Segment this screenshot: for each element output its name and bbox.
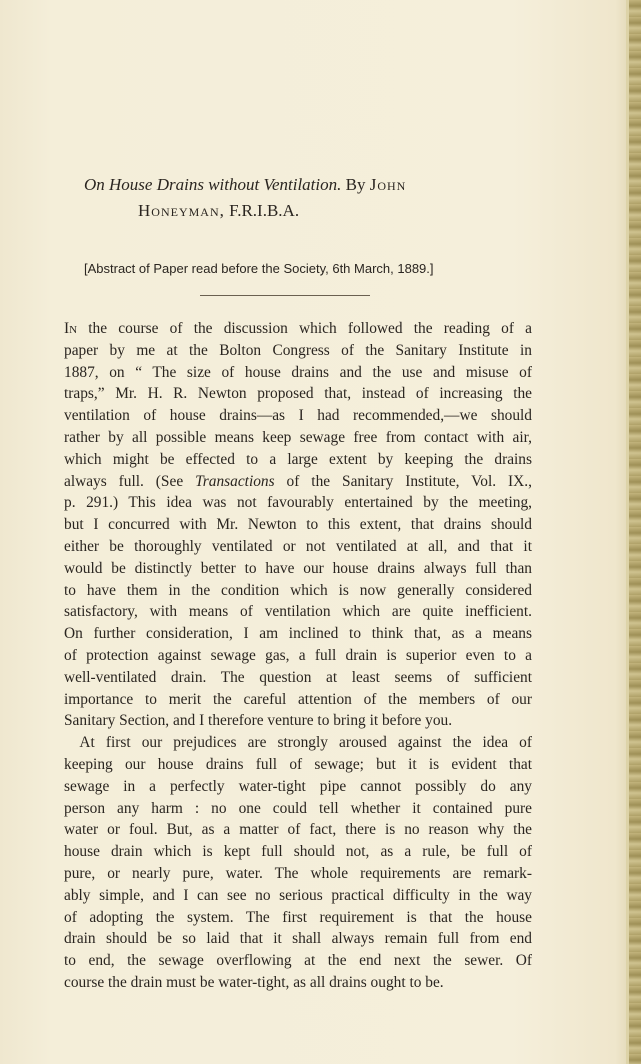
body-line: satisfactory, with means of ventilation which are quite inefficient. xyxy=(64,603,532,621)
body-line: rather by all possible means keep sewage free from contact with air, xyxy=(64,428,532,446)
body-line: of adopting the system. The first requirement is that the house xyxy=(64,908,532,926)
body-line: ably simple, and I can see no serious practical difficulty in the way xyxy=(64,886,532,904)
book-binding xyxy=(629,0,641,1064)
body-line: 1887, on “ The size of house drains and the use and misuse of xyxy=(64,363,532,381)
title-prefix: On xyxy=(84,175,105,194)
body-line: would be distinctly better to have our house drains always full than xyxy=(64,559,532,577)
body-line: course the drain must be water-tight, as all drains ought to be. xyxy=(64,973,444,991)
body-line-text: of the Sanitary Institute, Vol. IX., xyxy=(274,472,532,490)
article-body xyxy=(64,318,532,994)
body-line: On further consideration, I am inclined to think that, as a means xyxy=(64,625,532,643)
author-first-name: John xyxy=(369,175,407,194)
body-line: of protection against sewage gas, a full drain is superior even to a xyxy=(64,646,532,664)
title-line-1 xyxy=(84,172,554,198)
author-credentials: F.R.I.B.A. xyxy=(229,201,300,220)
article-title xyxy=(84,172,554,224)
author-last-name: Honeyman, xyxy=(138,201,225,220)
body-line: well-ventilated drain. The question at least seems of sufficient xyxy=(64,668,532,686)
body-line: pure, or nearly pure, water. The whole requirements are remark- xyxy=(64,864,532,882)
opening-word: In xyxy=(64,320,78,337)
body-line: which might be effected to a large extent by keeping the drains xyxy=(64,450,532,468)
body-line: p. 291.) This idea was not favourably entertained by the meeting, xyxy=(64,494,532,512)
body-line-text: the course of the discussion which followed the reading of a xyxy=(77,320,532,337)
body-line: paper by me at the Bolton Congress of the Sanitary Institute in xyxy=(64,341,532,359)
body-line: ventilation of house drains—as I had recommended,—we should xyxy=(64,407,532,425)
paragraph-1 xyxy=(64,318,532,732)
body-line xyxy=(64,318,532,340)
body-line xyxy=(64,471,532,493)
body-line: At first our prejudices are strongly aroused against the idea of xyxy=(64,734,532,752)
body-line: Sanitary Section, and I therefore venture to bring it before you. xyxy=(64,712,453,730)
title-by: By xyxy=(345,175,366,194)
body-line: but I concurred with Mr. Newton to this extent, that drains should xyxy=(64,516,532,534)
body-line: water or foul. But, as a matter of fact, there is no reason why the xyxy=(64,821,532,839)
transactions-italic: Transactions xyxy=(195,472,275,490)
body-line: person any harm : no one could tell whether it contained pure xyxy=(64,799,532,817)
body-line: to have them in the condition which is now generally considered xyxy=(64,581,532,599)
title-line-2 xyxy=(84,198,554,224)
body-line: drain should be so laid that it shall always remain full from end xyxy=(64,930,532,948)
body-line: sewage in a perfectly water-tight pipe cannot possibly do any xyxy=(64,777,532,795)
title-italic-text: House Drains without Ventilation. xyxy=(109,175,342,194)
body-line: traps,” Mr. H. R. Newton proposed that, instead of increasing the xyxy=(64,385,532,403)
paragraph-2 xyxy=(64,732,532,994)
body-line: house drain which is kept full should not, as a rule, be full of xyxy=(64,843,532,861)
body-line: either be thoroughly ventilated or not ventilated at all, and that it xyxy=(64,537,532,555)
body-line: importance to merit the careful attention of the members of our xyxy=(64,690,532,708)
body-line: keeping our house drains full of sewage; but it is evident that xyxy=(64,755,532,773)
body-line: to end, the sewage overflowing at the end next the sewer. Of xyxy=(64,952,532,970)
divider-rule xyxy=(200,295,370,296)
body-line-text: always full. (See xyxy=(64,472,196,490)
abstract-note: [Abstract of Paper read before the Society, 6th March, 1889.] xyxy=(84,261,434,276)
